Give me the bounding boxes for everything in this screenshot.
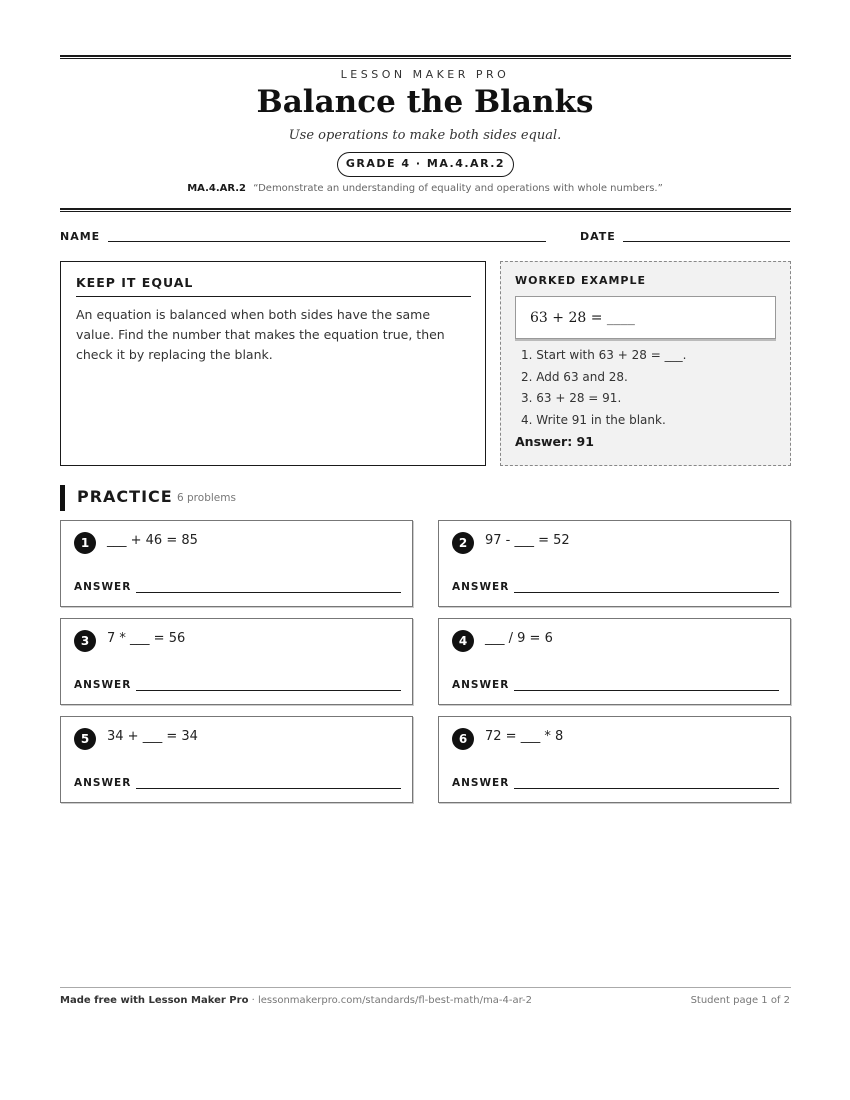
problem-number-badge: 6: [452, 728, 474, 750]
worked-step: 4. Write 91 in the blank.: [521, 412, 666, 427]
worked-example-steps: [521, 345, 686, 431]
problem-equation: 97 - ___ = 52: [485, 533, 570, 548]
keep-it-equal-heading: KEEP IT EQUAL: [76, 275, 471, 297]
answer-label: ANSWER: [452, 581, 510, 593]
header-bottom-rule: [60, 208, 791, 212]
worked-example-heading: WORKED EXAMPLE: [515, 274, 646, 287]
answer-field[interactable]: [136, 788, 401, 789]
answer-field[interactable]: [136, 592, 401, 593]
answer-label: ANSWER: [74, 581, 132, 593]
problem-card: [60, 618, 413, 705]
worked-example-box: [500, 261, 791, 466]
standard-code: MA.4.AR.2: [187, 183, 247, 194]
practice-count: 6 problems: [177, 492, 236, 504]
date-field[interactable]: [623, 241, 790, 242]
worked-step: 3. 63 + 28 = 91.: [521, 391, 622, 405]
answer-field[interactable]: [514, 690, 779, 691]
footer-credit: [60, 995, 532, 1006]
problem-number-badge: 1: [74, 532, 96, 554]
footer-page-number: Student page 1 of 2: [690, 995, 790, 1006]
problem-equation: ___ + 46 = 85: [107, 533, 198, 548]
problem-card: [60, 716, 413, 803]
practice-accent-bar: [60, 485, 65, 511]
worksheet-title: Balance the Blanks: [256, 84, 594, 120]
name-field[interactable]: [108, 241, 546, 242]
keep-it-equal-box: [60, 261, 486, 466]
worksheet-subtitle: Use operations to make both sides equal.: [288, 128, 562, 143]
worked-example-answer: Answer: 91: [515, 434, 594, 449]
worked-step: 1. Start with 63 + 28 = ___.: [521, 348, 687, 362]
problem-number-badge: 4: [452, 630, 474, 652]
answer-label: ANSWER: [74, 777, 132, 789]
answer-label: ANSWER: [452, 679, 510, 691]
grade-badge: GRADE 4 · MA.4.AR.2: [337, 152, 514, 177]
standard-description: [0, 183, 850, 194]
footer-made-with: Made free with Lesson Maker Pro: [60, 995, 249, 1006]
problem-number-badge: 5: [74, 728, 96, 750]
name-label: NAME: [60, 230, 101, 243]
standard-text: “Demonstrate an understanding of equality and operations with whole numbers.”: [253, 183, 663, 194]
problem-equation: ___ / 9 = 6: [485, 631, 553, 646]
answer-field[interactable]: [514, 788, 779, 789]
problem-card: [438, 520, 791, 607]
answer-label: ANSWER: [452, 777, 510, 789]
footer-url: · lessonmakerpro.com/standards/fl-best-math/ma-4-ar-2: [248, 995, 533, 1006]
keep-it-equal-text: An equation is balanced when both sides have the same value. Find the number that makes the equation true, then check it by replacing the blank.: [76, 307, 445, 362]
problem-card: [438, 618, 791, 705]
problem-card: [438, 716, 791, 803]
footer-divider: [60, 987, 791, 988]
answer-label: ANSWER: [74, 679, 132, 691]
problem-number-badge: 2: [452, 532, 474, 554]
worked-step: 2. Add 63 and 28.: [521, 369, 628, 384]
answer-field[interactable]: [514, 592, 779, 593]
practice-heading: PRACTICE: [77, 487, 173, 506]
problem-card: [60, 520, 413, 607]
brand-name: LESSON MAKER PRO: [340, 68, 510, 81]
answer-field[interactable]: [136, 690, 401, 691]
date-label: DATE: [580, 230, 616, 243]
problem-number-badge: 3: [74, 630, 96, 652]
problem-equation: 72 = ___ * 8: [485, 729, 564, 744]
top-double-rule: [60, 55, 791, 59]
problem-equation: 7 * ___ = 56: [107, 631, 186, 646]
worked-example-equation: 63 + 28 = ____: [515, 296, 776, 339]
problem-equation: 34 + ___ = 34: [107, 729, 198, 744]
